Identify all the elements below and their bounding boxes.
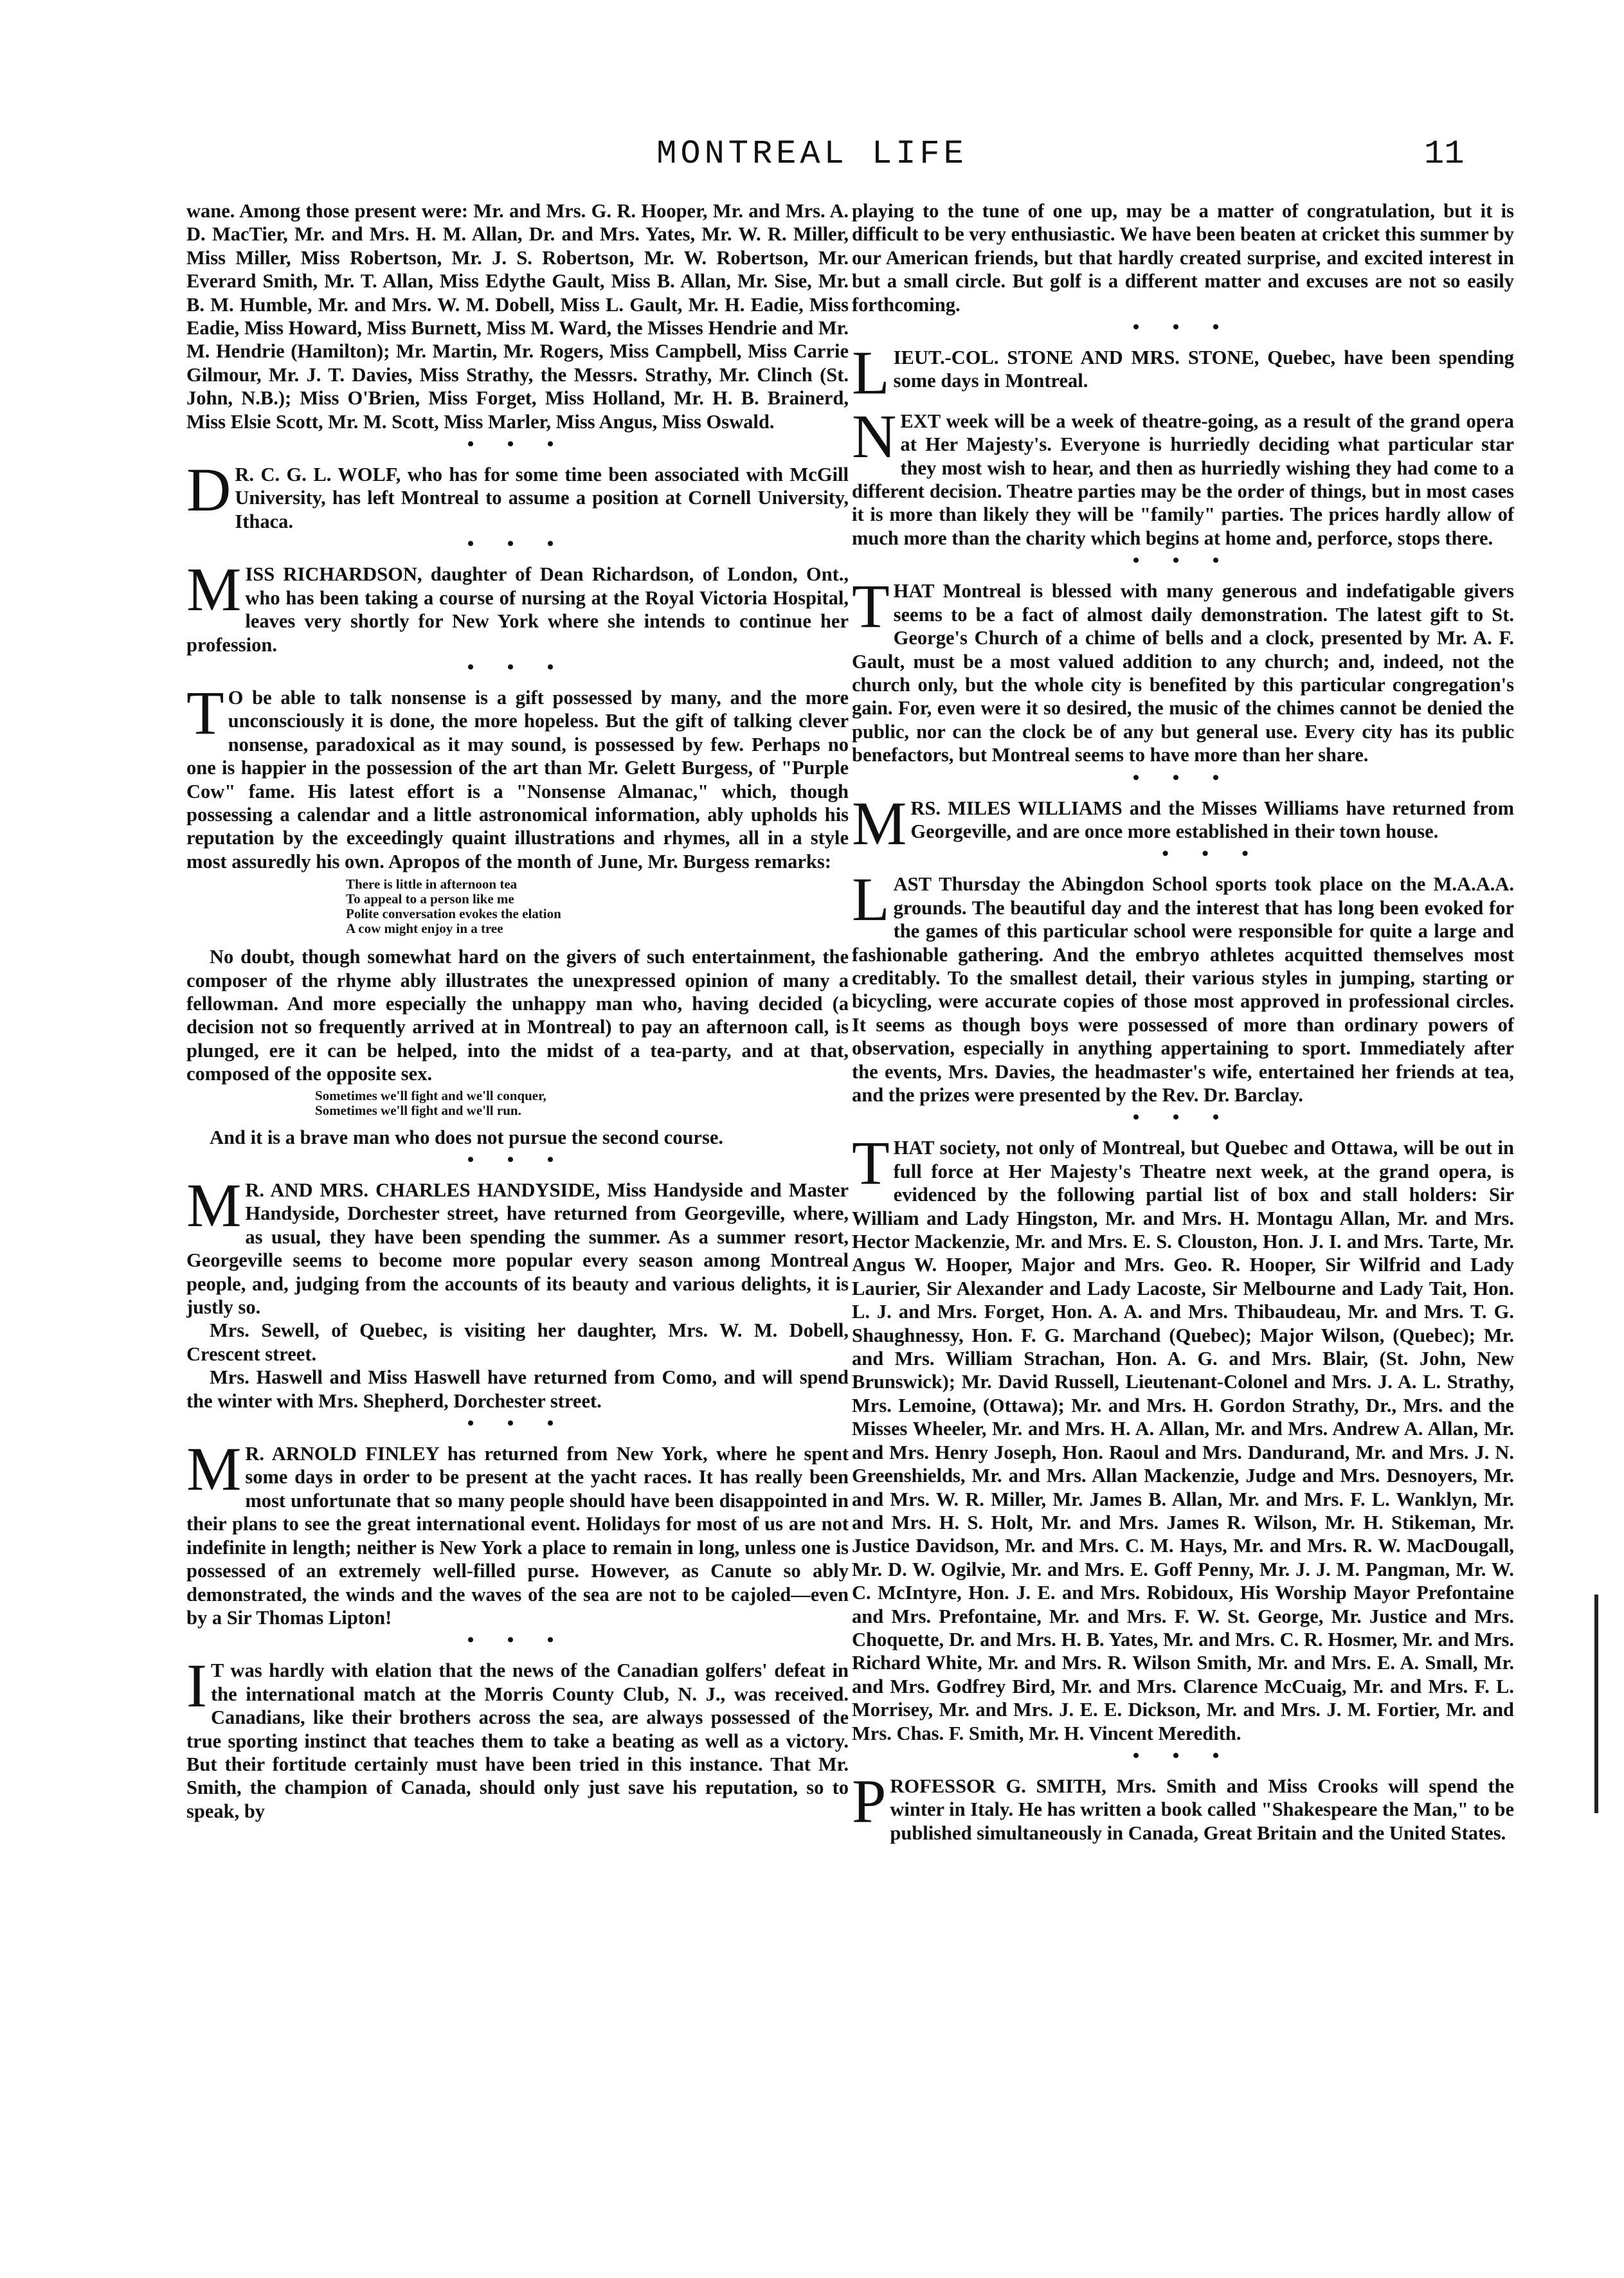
article-text: Mrs. Sewell, of Quebec, is visiting her daughter, Mrs. W. M. Dobell, Crescent street. bbox=[186, 1319, 849, 1365]
article-givers bbox=[852, 572, 1514, 766]
section-separator: • • • bbox=[1132, 1744, 1234, 1766]
article-text: O be able to talk nonsense is a gift possessed by many, and the more unconsciously it is done, the more hopeless. But the gift of talking clever nonsense, paradoxical as it may sound, is possessed by few. Perhaps no one is happier in the possession of the art than Mr. Gelett Burgess, of "Purple Cow" fame. His latest effort is a "Nonsense Almanac," which, though possessing a calendar and a little astronomical information, ably upholds his reputation by the exceedingly quaint illustrations and rhymes, all in a style most assuredly his own. Apropos of the month of June, Mr. Burgess remarks: bbox=[186, 686, 849, 872]
article-text: Mrs. Haswell and Miss Haswell have returned from Como, and will spend the winter with Mrs. Shepherd, Dorchester street. bbox=[186, 1366, 849, 1412]
section-separator: • • • bbox=[1162, 843, 1263, 865]
article-text: R. AND MRS. CHARLES HANDYSIDE, Miss Handyside and Master Handyside, Dorchester street, have returned from Georgeville, where, as usual, they have been spending the summer. As a summer resort, Georgeville seems to become more popular every season among Montreal people, and, judging from the accounts of its beauty and various delights, it is justly so. bbox=[186, 1179, 849, 1319]
article-stone bbox=[852, 338, 1514, 408]
article-text: ROFESSOR G. SMITH, Mrs. Smith and Miss Crooks will spend the winter in Italy. He has written a book called "Shakespeare the Man," to be published simultaneously in Canada, Great Britain and the United States. bbox=[890, 1775, 1515, 1844]
article-nonsense bbox=[186, 678, 849, 873]
section-separator: • • • bbox=[1132, 550, 1234, 572]
verse-line: A cow might enjoy in a tree bbox=[346, 921, 503, 937]
section-separator: • • • bbox=[467, 433, 568, 455]
verse-block bbox=[346, 877, 849, 936]
section-separator: • • • bbox=[1132, 766, 1234, 788]
page-header-title: MONTREAL LIFE bbox=[656, 135, 968, 173]
section-separator: • • • bbox=[467, 1629, 568, 1651]
verse-line: Polite conversation evokes the elation bbox=[346, 906, 561, 922]
article-text: R. C. G. L. WOLF, who has for some time been associated with McGill University, has left Montreal to assume a position at Cornell University, Ithaca. bbox=[235, 464, 849, 532]
drop-cap: N bbox=[852, 401, 897, 471]
article-text: AST Thursday the Abingdon School sports took place on the M.A.A.A. grounds. The beautiful day and the interest that has long been evoked for the games of this particular school were responsible for quite a large and fashionable gathering. And the embryo athletes acquitted themselves most creditably. To the smallest detail, their various styles in jumping, starting or bicycling, were accurate copies of those most approved in professional circles. It seems as though boys were possessed of more than ordinary powers of observation, especially in anything appertaining to sport. Immediately after the events, Mrs. Davies, the headmaster's wife, entertained her friends at tea, and the prizes were presented by the Rev. Dr. Barclay. bbox=[852, 873, 1514, 1106]
drop-cap: L bbox=[852, 865, 890, 934]
article-williams bbox=[852, 788, 1514, 858]
drop-cap: P bbox=[852, 1766, 887, 1836]
verse-line: There is little in afternoon tea bbox=[346, 876, 518, 892]
drop-cap: I bbox=[186, 1651, 207, 1721]
verse-line: To appeal to a person like me bbox=[346, 891, 514, 907]
drop-cap: T bbox=[852, 1128, 890, 1198]
article-text: HAT Montreal is blessed with many generous and indefatigable givers seems to be a fact of almost daily demonstration. The latest gift to St. George's Church of a chime of bells and a clock, presented by Mr. A. F. Gault, must be a most valued addition to any church; and, indeed, not the church only, but the whole city is benefited by this particular congregation's gain. For, even were it so desired, the music of the chimes cannot be denied the public, nor can the clock be of any but general use. Every city has its public benefactors, but Montreal seems to have more than her share. bbox=[852, 580, 1514, 766]
article-abingdon bbox=[852, 865, 1514, 1107]
article-text: And it is a brave man who does not pursue the second course. bbox=[210, 1126, 723, 1148]
right-column bbox=[852, 199, 1514, 1845]
drop-cap: T bbox=[186, 678, 224, 747]
article-text: RS. MILES WILLIAMS and the Misses Williams have returned from Georgeville, and are once more established in their town house. bbox=[910, 797, 1514, 842]
section-separator: • • • bbox=[467, 656, 568, 678]
verse-line: Sometimes we'll fight and we'll conquer, bbox=[315, 1087, 546, 1103]
article-text: playing to the tune of one up, may be a matter of congratulation, but it is difficult to be very enthusiastic. We have been beaten at cricket this summer by our American friends, but that hardly created surprise, and excited interest in but a small circle. But golf is a different matter and excuses are not so easily forthcoming. bbox=[852, 200, 1514, 316]
drop-cap: T bbox=[852, 572, 890, 641]
article-text: R. ARNOLD FINLEY has returned from New York, where he spent some days in order to be present at the yacht races. It has really been most unfortunate that so many people should have been disappointed in their plans to see the great international event. Holidays for most of us are not indefinite in length; neither is New York a place to remain in long, unless one is possessed of an extremely well-filled purse. However, as Canute so ably demonstrated, the winds and the waves of the sea are not to be cajoled—even by a Sir Thomas Lipton! bbox=[186, 1443, 849, 1629]
verse-line: Sometimes we'll fight and we'll run. bbox=[315, 1102, 521, 1118]
section-separator: • • • bbox=[467, 1413, 568, 1434]
page-edge-mark bbox=[1594, 1595, 1598, 1813]
article-text: IEUT.-COL. STONE AND MRS. STONE, Quebec, have been spending some days in Montreal. bbox=[893, 347, 1514, 392]
article-wolf bbox=[186, 455, 849, 533]
drop-cap: M bbox=[852, 788, 907, 858]
left-column bbox=[186, 199, 849, 1823]
section-separator: • • • bbox=[1132, 1107, 1234, 1128]
article-society bbox=[852, 1128, 1514, 1745]
guest-list-paragraph: wane. Among those present were: Mr. and Mrs. G. R. Hooper, Mr. and Mrs. A. D. MacTier, Mr. and Mrs. H. M. Allan, Dr. and Mrs. Yates, Mr. W. R. Miller, Miss Miller, Miss Robertson, Mr. J. S. Robertson, Mr. W. Robertson, Mr. Everard Smith, Mr. T. Allan, Miss Edythe Gault, Miss B. Allan, Mr. Sise, Mr. B. M. Humble, Mr. and Mrs. W. M. Dobell, Miss L. Gault, Mr. H. Eadie, Miss Eadie, Miss Howard, Miss Burnett, Miss M. Ward, the Misses Hendrie and Mr. M. Hendrie (Hamilton); Mr. Martin, Mr. Rogers, Miss Campbell, Miss Carrie Gilmour, Mr. J. T. Davies, Miss Strathy, the Messrs. Strathy, Mr. Clinch (St. John, N.B.); Miss O'Brien, Miss Forget, Miss Holland, Mr. H. B. Brainerd, Miss Elsie Scott, Mr. M. Scott, Miss Marler, Miss Angus, Miss Oswald. bbox=[186, 200, 849, 433]
page-number: 11 bbox=[1424, 135, 1465, 173]
drop-cap: M bbox=[186, 555, 242, 624]
drop-cap: M bbox=[186, 1434, 242, 1504]
drop-cap: D bbox=[186, 455, 231, 525]
article-text: HAT society, not only of Montreal, but Quebec and Ottawa, will be out in full force at Her Majesty's Theatre next week, at the grand opera, is evidenced by the following partial list of box and stall holders: Sir William and Lady Hingston, Mr. and Mrs. H. Montagu Allan, Mr. and Mrs. Hector Mackenzie, Mr. and Mrs. E. S. Clouston, Hon. J. I. and Mrs. Tarte, Mr. Angus W. Hooper, Major and Mrs. Geo. R. Hooper, Sir Wilfrid and Lady Laurier, Sir Alexander and Lady Lacoste, Sir Melbourne and Lady Tait, Hon. L. J. and Mrs. Forget, Hon. A. A. and Mrs. Thibaudeau, Mr. and Mrs. T. G. Shaughnessy, Hon. F. G. Marchand (Quebec); Major Wilson, (Quebec); Mr. and Mrs. William Strachan, Hon. A. G. and Mrs. Blair, (St. John, New Brunswick); Mr. David Russell, Lieutenant-Colonel and Mrs. J. A. L. Strathy, Mrs. Lemoine, (Ottawa); Mr. and Mrs. H. Gordon Strathy, Dr., Mrs. and the Misses Wheeler, Mr. and Mrs. H. A. Allan, Mr. and Mrs. Andrew A. Allan, Mr. and Mrs. Henry Joseph, Hon. Raoul and Mrs. Dandurand, Mr. and Mrs. J. N. Greenshields, Mr. and Mrs. Allan Mackenzie, Judge and Mrs. Desnoyers, Mr. and Mrs. W. R. Miller, Mr. James B. Allan, Mr. and Mrs. F. L. Wanklyn, Mr. and Mrs. H. S. Holt, Mr. and Mrs. James R. Wilson, Mr. H. Stikeman, Mr. Justice Davidson, Mr. and Mrs. C. M. Hays, Mr. and Mrs. R. W. MacDougall, Mr. D. W. Ogilvie, Mr. and Mrs. E. Goff Penny, Mr. J. J. M. Pangman, Mr. W. C. McIntyre, Hon. J. E. and Mrs. Robidoux, His Worship Mayor Prefontaine and Mrs. Prefontaine, Mr. and Mrs. F. W. St. George, Mr. Justice and Mrs. Choquette, Dr. and Mrs. H. B. Yates, Mr. and Mrs. C. R. Hosmer, Mr. and Mrs. Richard White, Mr. and Mrs. R. Wilson Smith, Mr. and Mrs. E. A. Small, Mr. and Mrs. Godfrey Bird, Mr. and Mrs. Clarence McCuaig, Mr. and Mrs. F. L. Morrisey, Mr. and Mrs. J. E. E. Dickson, Mr. and Mrs. J. M. Fortier, Mr. and Mrs. Chas. F. Smith, Mr. H. Vincent Meredith. bbox=[852, 1137, 1514, 1744]
article-richardson bbox=[186, 555, 849, 656]
article-finley bbox=[186, 1434, 849, 1629]
article-text: ISS RICHARDSON, daughter of Dean Richardson, of London, Ont., who has been taking a course of nursing at the Royal Victoria Hospital, leaves very shortly for New York where she intends to continue her profession. bbox=[186, 563, 849, 656]
verse-block bbox=[315, 1089, 849, 1118]
article-text: No doubt, though somewhat hard on the givers of such entertainment, the composer of the rhyme ably illustrates the unexpressed opinion of many a fellowman. And more especially the unhappy man who, having decided (a decision not so frequently arrived at in Montreal) to pay an afternoon call, is plunged, ere it can be helped, into the midst of a tea-party, and at that, composed of the opposite sex. bbox=[186, 946, 849, 1085]
section-separator: • • • bbox=[467, 1149, 568, 1170]
article-text: EXT week will be a week of theatre-going, as a result of the grand opera at Her Majesty's. Everyone is hurriedly deciding what particular star they most wish to hear, and then as hurriedly wishing they had come to a different decision. Theatre parties may be the order of things, but in most cases it is more than likely they will be "family" parties. The prices hardly allow of much more than the charity which begins at home and, perforce, stops there. bbox=[852, 410, 1514, 549]
section-separator: • • • bbox=[467, 533, 568, 555]
section-separator: • • • bbox=[1132, 316, 1234, 338]
article-smith bbox=[852, 1766, 1515, 1845]
article-golf bbox=[186, 1651, 849, 1823]
article-handyside bbox=[186, 1171, 849, 1319]
article-text: T was hardly with elation that the news of the Canadian golfers' defeat in the international match at the Morris County Club, N. J., was received. Canadians, like their brothers across the sea, are always possessed of the true sporting instinct that teaches them to take a beating as well as a victory. But their fortitude certainly must have been tried in this instance. That Mr. Smith, the champion of Canada, should only just save his reputation, so to speak, by bbox=[186, 1659, 849, 1822]
article-opera bbox=[852, 401, 1514, 550]
drop-cap: L bbox=[852, 338, 890, 408]
drop-cap: M bbox=[186, 1171, 242, 1240]
